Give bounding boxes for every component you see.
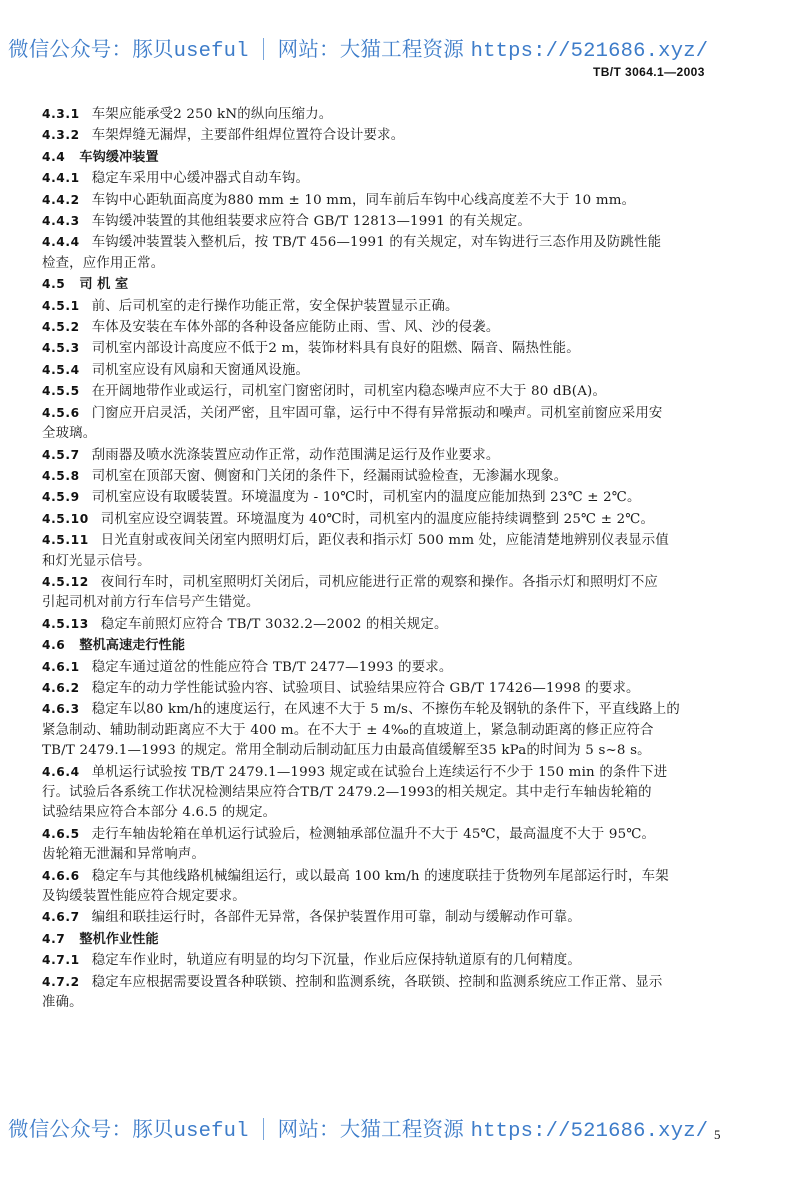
- clause-text: 车架应能承受2 250 kN的纵向压缩力。: [91, 107, 333, 122]
- clause-number: 4.5.13: [42, 616, 89, 631]
- clause-item: [42, 972, 762, 1014]
- section-title: 车钩缓冲装置: [79, 149, 159, 165]
- clause-item: [42, 762, 762, 824]
- clause-number: 4.6: [42, 638, 66, 653]
- clause-item: [42, 530, 762, 572]
- clause-first-line: [42, 824, 762, 845]
- clause-text: 车钩中心距轨面高度为880 mm ± 10 mm，同车前后车钩中心线高度差不大于 10 mm。: [91, 192, 636, 208]
- clause-text: 紧急制动、辅助制动距离应不大于 400 m。在不大于 ± 4‰的直坡道上，紧急制动距离的修正应符合: [42, 722, 654, 738]
- clause-number: 4.4: [42, 149, 66, 164]
- clause-text: 刮雨器及喷水洗涤装置应动作正常，动作范围满足运行及作业要求。: [91, 447, 500, 463]
- clause-item: [42, 509, 762, 530]
- clause-item: [42, 487, 762, 508]
- clause-text: 车体及安装在车体外部的各种设备应能防止雨、雪、风、沙的侵袭。: [91, 320, 500, 336]
- clause-item: [42, 211, 762, 232]
- clause-text: 司机室应设有取暖装置。环境温度为 - 10℃时，司机室内的温度应能加热到 23℃ ± 2℃。: [91, 490, 641, 506]
- clause-number: 4.6.3: [42, 702, 80, 717]
- clause-first-line: [42, 445, 762, 466]
- clause-text: 司机室内部设计高度应不低于2 m，装饰材料具有良好的阻燃、隔音、隔热性能。: [91, 341, 580, 357]
- clause-first-line: [42, 487, 762, 508]
- clause-continuation-line: [42, 254, 762, 274]
- clause-text: 日光直射或夜间关闭室内照明灯后，距仪表和指示灯 500 mm 处，应能清楚地辨别仪表显示值: [100, 533, 669, 549]
- clause-item: [42, 232, 762, 274]
- clause-first-line: [42, 381, 762, 402]
- clause-number: 4.7.1: [42, 953, 80, 968]
- clause-first-line: [42, 929, 762, 950]
- clause-text: 引起司机对前方行车信号产生错觉。: [42, 595, 260, 611]
- clause-first-line: [42, 614, 762, 635]
- clause-first-line: [42, 104, 762, 125]
- clause-continuation-line: [42, 593, 762, 613]
- clause-number: 4.5.6: [42, 405, 80, 420]
- clause-number: 4.7: [42, 931, 66, 946]
- clause-continuation-line: [42, 803, 762, 823]
- clause-number: 4.5: [42, 277, 66, 292]
- clause-text: 行。试验后各系统工作状况检测结果应符合TB/T 2479.2—1993的相关规定。其中走行车轴齿轮箱的: [42, 785, 652, 800]
- clause-continuation-line: [42, 993, 762, 1013]
- clause-first-line: [42, 907, 762, 928]
- clause-first-line: [42, 211, 762, 232]
- clause-text: 准确。: [42, 995, 83, 1011]
- clause-text: 稳定车与其他线路机械编组运行，或以最高 100 km/h 的速度联挂于货物列车尾部运行时，车架: [91, 868, 669, 884]
- clause-item: [42, 950, 762, 971]
- watermark-site-url[interactable]: https://521686.xyz/: [470, 1120, 709, 1143]
- clause-first-line: [42, 635, 762, 656]
- section-title: 整机高速走行性能: [79, 638, 185, 654]
- clause-item: [42, 296, 762, 317]
- clause-first-line: [42, 190, 762, 211]
- clause-text: 和灯光显示信号。: [42, 553, 151, 569]
- clause-first-line: [42, 572, 762, 593]
- clause-text: 稳定车的动力学性能试验内容、试验项目、试验结果应符合 GB/T 17426—1998 的要求。: [91, 680, 640, 696]
- clause-first-line: [42, 317, 762, 338]
- clause-number: 4.6.7: [42, 910, 80, 925]
- clause-continuation-line: [42, 887, 762, 907]
- clause-number: 4.4.1: [42, 171, 80, 186]
- clause-text: 编组和联挂运行时，各部件无异常，各保护装置作用可靠，制动与缓解动作可靠。: [91, 910, 581, 926]
- watermark-wechat-label: 微信公众号：豚贝: [8, 37, 174, 61]
- clause-number: 4.4.2: [42, 192, 80, 207]
- clause-text: 稳定车采用中心缓冲器式自动车钩。: [91, 171, 310, 187]
- clause-first-line: [42, 657, 762, 678]
- section-heading: [42, 929, 762, 950]
- clause-item: [42, 657, 762, 678]
- clause-first-line: [42, 232, 762, 253]
- clause-item: [42, 572, 762, 614]
- clause-item: [42, 168, 762, 189]
- clause-first-line: [42, 509, 762, 530]
- watermark-site-label: 网站：大猫工程资源: [277, 37, 464, 61]
- clause-text: 司机室应设有风扇和天窗通风设施。: [91, 362, 310, 378]
- section-title: 司 机 室: [79, 277, 129, 293]
- clause-text: 全玻璃。: [42, 426, 97, 442]
- clause-item: [42, 125, 762, 146]
- clause-continuation-line: [42, 424, 762, 444]
- clause-continuation-line: [42, 845, 762, 865]
- clause-first-line: [42, 530, 762, 551]
- watermark-top: [8, 32, 708, 63]
- clause-text: 在开阔地带作业或运行，司机室门窗密闭时，司机室内稳态噪声应不大于 80 dB(A)。: [91, 384, 607, 400]
- clause-number: 4.4.4: [42, 235, 80, 250]
- clause-first-line: [42, 950, 762, 971]
- standard-code: TB/T 3064.1—2003: [593, 65, 705, 79]
- clause-text: 稳定车通过道岔的性能应符合 TB/T 2477—1993 的要求。: [91, 659, 453, 675]
- clause-item: [42, 381, 762, 402]
- clause-item: [42, 338, 762, 359]
- clause-text: 稳定车应根据需要设置各种联锁、控制和监测系统，各联锁、控制和监测系统应工作正常、显示: [91, 974, 663, 990]
- clause-number: 4.6.4: [42, 764, 80, 779]
- clause-first-line: [42, 403, 762, 424]
- clause-number: 4.6.6: [42, 868, 80, 883]
- clause-continuation-line: [42, 783, 762, 803]
- clause-text: 及钩缓装置性能应符合规定要求。: [42, 889, 246, 905]
- watermark-divider: [263, 1118, 264, 1140]
- clause-number: 4.6.1: [42, 659, 80, 674]
- section-heading: [42, 147, 762, 168]
- clause-item: [42, 678, 762, 699]
- clause-first-line: [42, 678, 762, 699]
- clause-text: 司机室在顶部天窗、侧窗和门关闭的条件下，经漏雨试验检查，无渗漏水现象。: [91, 468, 568, 484]
- clause-continuation-line: [42, 721, 762, 741]
- clause-first-line: [42, 762, 762, 783]
- clause-text: 稳定车以80 km/h的速度运行，在风速不大于 5 m/s、不擦伤车轮及钢轨的条件下，平直线路上的: [91, 702, 680, 718]
- clause-item: [42, 190, 762, 211]
- document-body: [42, 104, 762, 1013]
- section-heading: [42, 635, 762, 656]
- clause-item: [42, 699, 762, 761]
- clause-number: 4.7.2: [42, 974, 80, 989]
- clause-first-line: [42, 466, 762, 487]
- clause-number: 4.4.3: [42, 214, 80, 229]
- clause-continuation-line: [42, 741, 762, 761]
- clause-text: 试验结果应符合本部分 4.6.5 的规定。: [42, 805, 277, 821]
- clause-item: [42, 360, 762, 381]
- clause-first-line: [42, 274, 762, 295]
- clause-first-line: [42, 147, 762, 168]
- clause-number: 4.3.2: [42, 128, 80, 143]
- clause-number: 4.5.3: [42, 341, 80, 356]
- clause-item: [42, 403, 762, 445]
- clause-item: [42, 907, 762, 928]
- clause-text: 车架焊缝无漏焊，主要部件组焊位置符合设计要求。: [91, 128, 405, 144]
- section-title: 整机作业性能: [79, 931, 159, 947]
- clause-item: [42, 104, 762, 125]
- clause-text: 司机室应设空调装置。环境温度为 40℃时，司机室内的温度应能持续调整到 25℃ ± 2℃。: [100, 511, 655, 527]
- clause-number: 4.5.4: [42, 362, 80, 377]
- watermark-wechat-name: useful: [173, 1120, 249, 1143]
- watermark-site-label: 网站：大猫工程资源: [277, 1117, 464, 1141]
- clause-number: 4.3.1: [42, 107, 80, 121]
- watermark-wechat-label: 微信公众号：豚贝: [8, 1117, 174, 1141]
- clause-text: 单机运行试验按 TB/T 2479.1—1993 规定或在试验台上连续运行不少于 150 min 的条件下进: [91, 764, 668, 780]
- clause-first-line: [42, 972, 762, 993]
- clause-first-line: [42, 360, 762, 381]
- clause-number: 4.5.1: [42, 298, 80, 313]
- clause-text: 夜间行车时，司机室照明灯关闭后，司机应能进行正常的观察和操作。各指示灯和照明灯不应: [100, 574, 658, 590]
- watermark-site-url[interactable]: https://521686.xyz/: [470, 40, 709, 63]
- clause-text: 稳定车作业时，轨道应有明显的均匀下沉量，作业后应保持轨道原有的几何精度。: [91, 953, 581, 969]
- clause-text: 车钩缓冲装置装入整机后，按 TB/T 456—1991 的有关规定，对车钩进行三态作用及防跳性能: [91, 235, 662, 251]
- clause-text: 齿轮箱无泄漏和异常响声。: [42, 847, 206, 863]
- clause-number: 4.5.12: [42, 574, 89, 589]
- clause-number: 4.5.7: [42, 447, 80, 462]
- clause-continuation-line: [42, 552, 762, 572]
- clause-number: 4.5.9: [42, 490, 80, 505]
- clause-first-line: [42, 168, 762, 189]
- watermark-wechat-name: useful: [173, 40, 249, 63]
- clause-text: 门窗应开启灵活，关闭严密，且牢固可靠，运行中不得有异常振动和噪声。司机室前窗应采用安: [91, 405, 663, 421]
- clause-text: 走行车轴齿轮箱在单机运行试验后，检测轴承部位温升不大于 45℃，最高温度不大于 95℃。: [91, 826, 656, 842]
- section-heading: [42, 274, 762, 295]
- clause-text: 稳定车前照灯应符合 TB/T 3032.2—2002 的相关规定。: [100, 616, 448, 632]
- watermark-bottom: [8, 1112, 708, 1143]
- clause-number: 4.5.5: [42, 384, 80, 399]
- clause-first-line: [42, 338, 762, 359]
- clause-text: 车钩缓冲装置的其他组装要求应符合 GB/T 12813—1991 的有关规定。: [91, 214, 531, 230]
- clause-first-line: [42, 699, 762, 720]
- clause-number: 4.5.8: [42, 468, 80, 483]
- clause-number: 4.5.11: [42, 533, 89, 548]
- clause-text: 前、后司机室的走行操作功能正常，安全保护装置显示正确。: [91, 298, 459, 314]
- clause-number: 4.6.2: [42, 680, 80, 695]
- clause-item: [42, 466, 762, 487]
- clause-number: 4.5.10: [42, 511, 89, 526]
- watermark-divider: [263, 38, 264, 60]
- page-number: 5: [714, 1127, 721, 1142]
- clause-first-line: [42, 866, 762, 887]
- clause-item: [42, 866, 762, 908]
- clause-first-line: [42, 125, 762, 146]
- clause-text: TB/T 2479.1—1993 的规定。常用全制动后制动缸压力由最高值缓解至35 kPa的时间为 5 s~8 s。: [42, 743, 651, 759]
- clause-item: [42, 445, 762, 466]
- clause-text: 检查，应作用正常。: [42, 255, 165, 271]
- clause-item: [42, 824, 762, 866]
- clause-number: 4.5.2: [42, 320, 80, 335]
- clause-number: 4.6.5: [42, 826, 80, 841]
- clause-item: [42, 317, 762, 338]
- clause-first-line: [42, 296, 762, 317]
- clause-item: [42, 614, 762, 635]
